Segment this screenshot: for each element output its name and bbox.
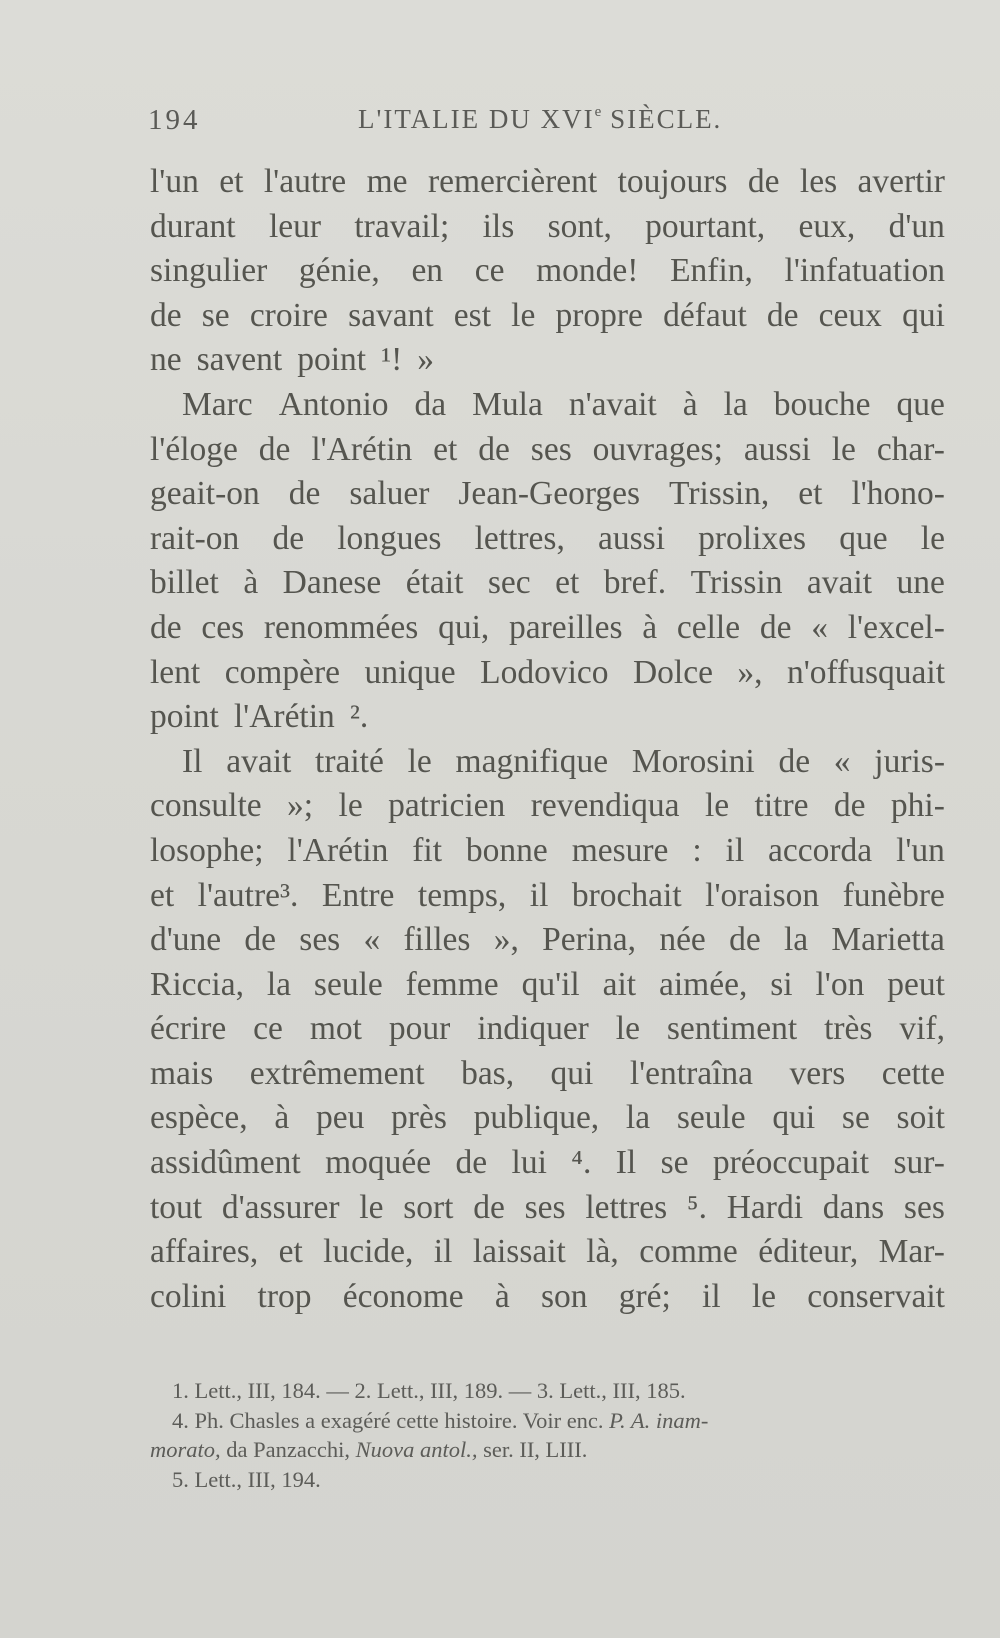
word: publique,: [473, 1099, 600, 1137]
text-line: [150, 472, 945, 517]
word: temps,: [417, 876, 507, 914]
text-line: [150, 784, 945, 829]
word: longues: [337, 519, 442, 557]
footnotes: [150, 1376, 945, 1494]
word: de: [473, 1188, 505, 1226]
word: compère: [224, 653, 341, 691]
word: tout: [150, 1188, 203, 1226]
word: le: [704, 787, 730, 825]
running-title-end: SIÈCLE.: [601, 104, 723, 134]
word: l'entraîna: [629, 1054, 754, 1092]
word: phi-: [890, 787, 945, 825]
word: est: [453, 296, 492, 334]
word: qu'il: [521, 965, 580, 1003]
word: que: [896, 385, 945, 423]
word: éditeur,: [758, 1233, 859, 1271]
word: lucide,: [323, 1233, 414, 1271]
word: les: [799, 163, 838, 200]
text-line: [150, 249, 945, 294]
word: de: [288, 475, 321, 513]
text-line: [150, 294, 945, 339]
word: avait: [226, 742, 292, 780]
word: affaires,: [150, 1233, 259, 1271]
word: espèce,: [150, 1099, 248, 1137]
word: très: [824, 1010, 873, 1048]
word: ¹!: [381, 341, 403, 379]
word: ils: [482, 207, 515, 245]
word: mot: [309, 1010, 362, 1048]
word: me: [366, 163, 408, 200]
word: bas,: [461, 1054, 515, 1092]
word: losophe;: [150, 831, 264, 869]
word: ait: [602, 965, 637, 1003]
word: ses: [299, 921, 341, 959]
word: se: [201, 296, 230, 334]
word: lettres: [585, 1188, 668, 1226]
word: le: [359, 1188, 384, 1226]
word: Antonio: [278, 385, 389, 423]
word: d'une: [150, 921, 222, 959]
word: écrire: [150, 1010, 227, 1048]
word: durant: [150, 207, 236, 245]
word: traité: [315, 742, 384, 780]
footnote-line: [150, 1435, 945, 1465]
word: croire: [249, 296, 328, 334]
word: savent: [196, 341, 283, 379]
word: dans: [822, 1188, 885, 1226]
word: de: [759, 608, 792, 646]
word: Trissin,: [669, 475, 770, 513]
word: le: [338, 787, 363, 825]
word: ces: [201, 608, 245, 646]
word: de: [747, 163, 780, 200]
word: aimée,: [658, 965, 748, 1003]
footnote-italic: P. A. inam-: [609, 1407, 709, 1433]
text-line: [150, 918, 945, 963]
word: Hardi: [726, 1188, 804, 1226]
word: et: [219, 163, 244, 200]
word: lent: [150, 653, 201, 691]
text-line: [150, 338, 945, 383]
word: de: [455, 1144, 488, 1182]
word: la: [723, 385, 748, 423]
word: ceux: [818, 296, 882, 334]
word: de: [833, 787, 866, 825]
word: ce: [474, 252, 505, 290]
word: de: [778, 742, 811, 780]
text-line: [150, 606, 945, 651]
word: il: [702, 1277, 721, 1315]
running-title: [358, 104, 722, 135]
word: consulte: [150, 787, 262, 825]
word: «: [833, 742, 851, 780]
text-line: [150, 651, 945, 696]
word: indiquer: [477, 1010, 589, 1048]
word: se: [660, 1144, 689, 1182]
word: il: [725, 831, 745, 869]
footnote-line: [150, 1376, 945, 1406]
word: de: [729, 921, 761, 959]
word: extrêmement: [249, 1054, 425, 1092]
word: lettres,: [474, 519, 565, 557]
word: savant: [348, 296, 434, 334]
running-title-superscript: e: [594, 104, 602, 120]
word: n'avait: [568, 385, 657, 423]
word: prolixes: [698, 519, 807, 557]
word: rait-on: [150, 519, 240, 557]
word: sur-: [893, 1144, 945, 1182]
word: accorda: [768, 831, 873, 869]
word: bouche: [773, 385, 871, 423]
text-line: [150, 517, 945, 562]
word: »: [417, 341, 435, 379]
word: Marc: [182, 385, 253, 423]
word: n'offusquait: [786, 653, 945, 691]
word: génie,: [298, 252, 380, 290]
text-line: [150, 1096, 945, 1141]
word: l'infatuation: [784, 252, 945, 290]
word: laissait: [472, 1233, 566, 1271]
footnote-text: ser. II, LIII.: [477, 1437, 588, 1462]
word: pourtant,: [645, 207, 766, 245]
word: avertir: [857, 163, 945, 200]
word: et: [278, 1233, 303, 1271]
word: aussi: [598, 519, 665, 557]
word: toujours: [617, 163, 728, 200]
word: l'hono-: [851, 475, 945, 513]
word: de: [244, 921, 277, 959]
word: Enfin,: [670, 252, 753, 290]
word: bref.: [603, 564, 667, 602]
word: économe: [342, 1277, 464, 1315]
word: trop: [257, 1277, 312, 1315]
word: travail;: [354, 207, 450, 245]
footnote-italic: Nuova antol.,: [355, 1437, 478, 1462]
word: la: [783, 921, 809, 959]
footnote-text: da Panzacchi,: [220, 1437, 356, 1462]
word: titre: [754, 787, 809, 825]
word: revendiqua: [530, 787, 680, 825]
word: peu: [315, 1099, 365, 1137]
word: juris-: [874, 742, 945, 780]
word: ⁴.: [571, 1144, 592, 1182]
word: à: [682, 385, 698, 423]
word: comme: [639, 1233, 738, 1271]
word: que: [839, 519, 888, 557]
word: le: [511, 296, 536, 334]
text-line: [150, 1052, 945, 1097]
word: née: [659, 921, 706, 959]
word: remercièrent: [427, 163, 598, 200]
word: l'on: [815, 965, 865, 1003]
word: là,: [586, 1233, 619, 1271]
word: eux,: [798, 207, 856, 245]
word: de: [150, 608, 182, 646]
word: de: [478, 430, 510, 468]
word: leur: [268, 207, 322, 245]
word: conservait: [807, 1277, 945, 1315]
footnote-line: [150, 1465, 945, 1495]
word: l'Arétin: [287, 831, 389, 869]
word: il: [433, 1233, 453, 1271]
word: et: [150, 876, 175, 914]
word: qui,: [438, 608, 490, 646]
word: unique: [364, 653, 456, 691]
word: ses: [530, 430, 572, 468]
text-line: [150, 1141, 945, 1186]
word: filles: [403, 921, 471, 959]
word: Mar-: [878, 1233, 945, 1271]
word: de: [258, 430, 291, 468]
word: si: [770, 965, 793, 1003]
word: bonne: [465, 831, 548, 869]
footnote-text: 5. Lett., III, 194.: [172, 1466, 321, 1492]
text-line: [150, 383, 945, 428]
word: qui: [902, 296, 945, 334]
footnote-text: 4. Ph. Chasles a exagéré cette histoire. Voir enc.: [172, 1407, 610, 1433]
word: seule: [676, 1099, 746, 1137]
word: fit: [412, 831, 443, 869]
word: assidûment: [150, 1144, 301, 1182]
word: Riccia,: [150, 965, 244, 1003]
word: point: [150, 698, 219, 736]
word: mesure: [571, 831, 669, 869]
word: et: [555, 564, 580, 602]
word: saluer: [349, 475, 430, 513]
word: son: [540, 1277, 588, 1315]
word: ⁵.: [686, 1188, 707, 1226]
word: mais: [150, 1054, 214, 1092]
word: qui: [550, 1054, 594, 1092]
word: »,: [737, 653, 763, 691]
footnote-line: [150, 1406, 945, 1436]
word: l'excel-: [847, 608, 945, 646]
word: peut: [887, 965, 945, 1003]
text-line: [150, 963, 945, 1008]
text-line: [150, 829, 945, 874]
word: le: [831, 430, 856, 468]
word: et: [433, 430, 458, 468]
word: Perina,: [542, 921, 637, 959]
word: en: [411, 252, 444, 290]
footnote-italic: morato,: [150, 1437, 221, 1462]
word: qui: [772, 1099, 816, 1137]
text-line: [150, 1230, 945, 1275]
word: Entre: [321, 876, 395, 914]
word: soit: [896, 1099, 945, 1137]
word: à: [274, 1099, 290, 1137]
word: Jean-Georges: [458, 475, 641, 513]
word: se: [841, 1099, 870, 1137]
word: d'un: [888, 207, 945, 245]
word: billet: [150, 564, 219, 602]
word: avait: [806, 564, 873, 602]
word: moquée: [325, 1144, 432, 1182]
running-title-main: L'ITALIE DU XVI: [358, 104, 595, 134]
text-line: [150, 1275, 945, 1320]
word: Lodovico: [480, 653, 609, 691]
word: «: [363, 921, 381, 959]
word: vif,: [899, 1010, 945, 1048]
word: colini: [150, 1277, 227, 1315]
word: défaut: [663, 296, 747, 334]
word: lui: [511, 1144, 547, 1182]
word: cette: [881, 1054, 945, 1092]
word: et: [798, 475, 823, 513]
word: de: [766, 296, 799, 334]
word: l'un: [896, 831, 945, 869]
text-line: [150, 1007, 945, 1052]
word: l'autre: [263, 163, 347, 200]
word: sort: [403, 1188, 454, 1226]
text-line: [150, 428, 945, 473]
word: Mula: [472, 385, 543, 423]
word: »;: [287, 787, 314, 825]
text-line: [150, 160, 945, 205]
word: «: [811, 608, 828, 646]
word: l'oraison: [705, 876, 820, 914]
word: sentiment: [666, 1010, 798, 1048]
word: ne: [150, 341, 182, 379]
word: Dolce: [632, 653, 713, 691]
text-line: [150, 205, 945, 250]
word: pour: [388, 1010, 451, 1048]
word: ses: [524, 1188, 566, 1226]
word: point: [297, 341, 367, 379]
word: femme: [405, 965, 499, 1003]
word: à: [243, 564, 259, 602]
word: l'autre³.: [197, 876, 299, 914]
word: monde!: [536, 252, 639, 290]
word: Il: [615, 1144, 637, 1182]
word: d'assurer: [221, 1188, 340, 1226]
word: à: [642, 608, 658, 646]
word: l'Arétin: [311, 430, 413, 468]
word: singulier: [150, 252, 268, 290]
word: de: [150, 296, 182, 334]
word: ses: [903, 1188, 945, 1226]
text-line: [150, 1186, 945, 1231]
word: le: [920, 519, 945, 557]
page-number: 194: [148, 104, 201, 136]
word: sont,: [547, 207, 612, 245]
word: la: [625, 1099, 651, 1137]
word: sec: [487, 564, 531, 602]
word: pareilles: [509, 608, 623, 646]
word: à: [494, 1277, 510, 1315]
word: brochait: [571, 876, 682, 914]
word: celle: [676, 608, 741, 646]
word: l'éloge: [150, 430, 238, 468]
word: près: [391, 1099, 447, 1137]
text-line: [150, 874, 945, 919]
word: Danese: [282, 564, 382, 602]
text-line: [150, 561, 945, 606]
word: gré;: [618, 1277, 671, 1315]
word: da: [414, 385, 447, 423]
word: ce: [253, 1010, 283, 1048]
word: char-: [876, 430, 945, 468]
word: magnifique: [455, 742, 609, 780]
word: le: [407, 742, 432, 780]
word: geait-on: [150, 475, 260, 513]
word: propre: [555, 296, 643, 334]
word: une: [896, 564, 945, 602]
word: ouvrages;: [592, 430, 723, 468]
word: »,: [493, 921, 519, 959]
word: était: [405, 564, 464, 602]
word: aussi: [743, 430, 811, 468]
word: :: [692, 831, 702, 869]
word: Il: [182, 742, 203, 780]
word: préoccupait: [712, 1144, 870, 1182]
word: patricien: [388, 787, 506, 825]
word: l'un: [150, 163, 199, 200]
word: le: [751, 1277, 777, 1315]
word: le: [615, 1010, 640, 1048]
word: vers: [789, 1054, 846, 1092]
footnote-text: 1. Lett., III, 184. — 2. Lett., III, 189. — 3. Lett., III, 185.: [172, 1378, 686, 1403]
word: Trissin: [690, 564, 783, 602]
word: seule: [313, 965, 383, 1003]
word: l'Arétin: [233, 698, 335, 736]
text-line: [150, 695, 945, 740]
word: Morosini: [631, 742, 755, 780]
word: Marietta: [831, 921, 945, 959]
word: de: [272, 519, 305, 557]
page-header: [148, 104, 855, 144]
word: la: [266, 965, 292, 1003]
word: ².: [349, 698, 369, 736]
word: funèbre: [842, 876, 945, 914]
word: il: [529, 876, 549, 914]
word: renommées: [263, 608, 419, 646]
text-line: [150, 740, 945, 785]
body-text: [150, 160, 945, 1319]
